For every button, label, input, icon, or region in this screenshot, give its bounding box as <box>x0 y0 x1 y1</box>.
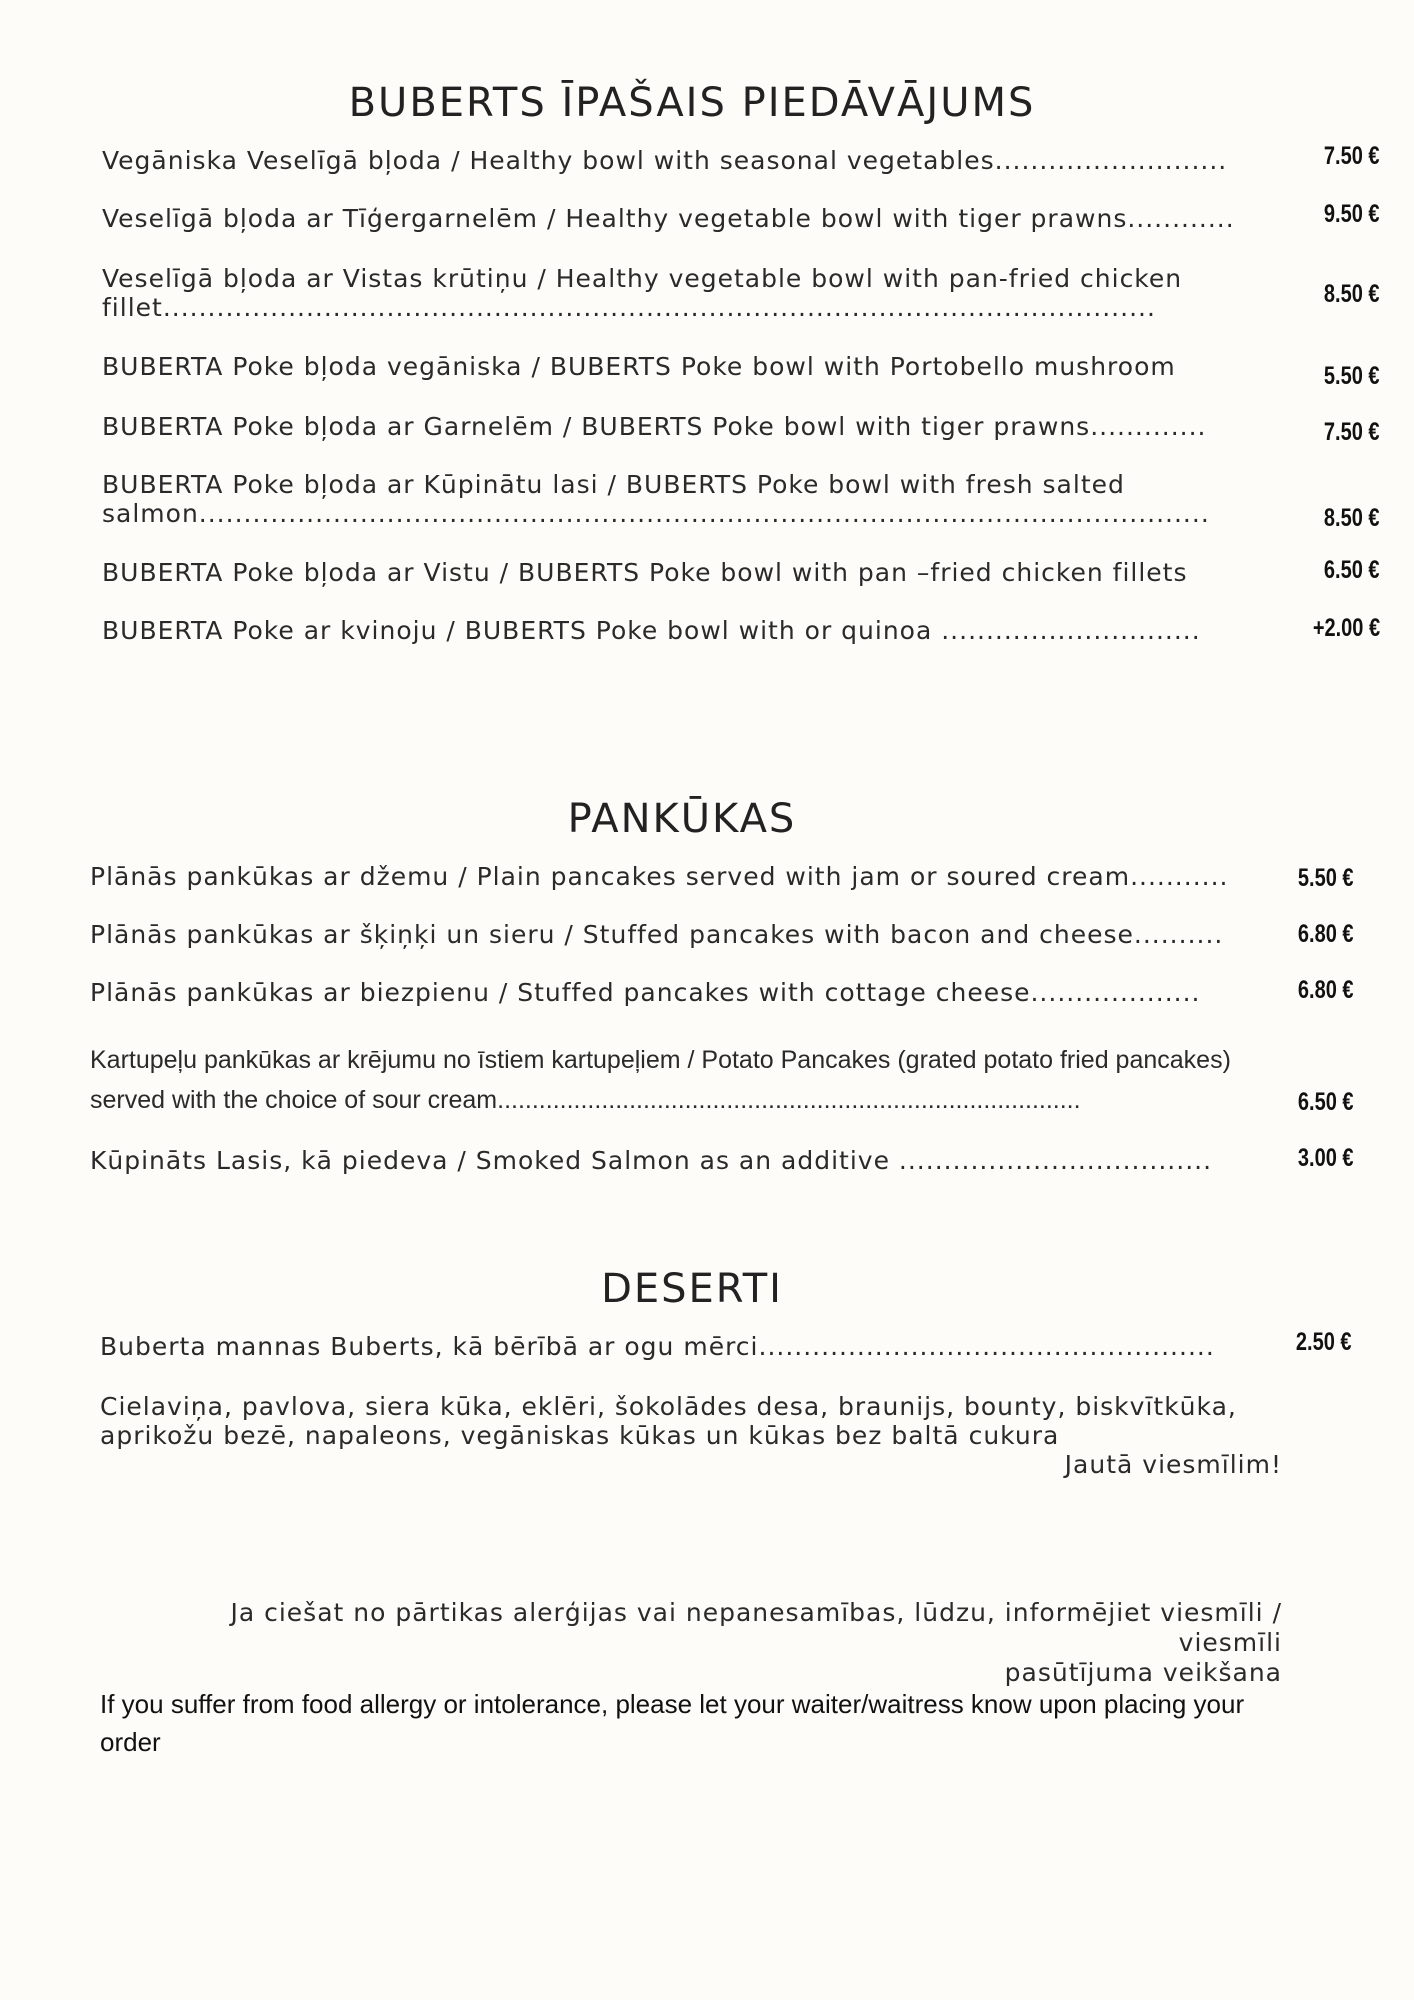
item-description: Plānās pankūkas ar biezpienu / Stuffed pancakes with cottage cheese................... <box>90 978 1201 1007</box>
menu-item-healthy-bowl-chicken <box>102 262 1380 326</box>
ask-waiter-note: Jautā viesmīlim! <box>1064 1450 1282 1479</box>
menu-item-healthy-bowl-prawns <box>102 200 1380 240</box>
item-description: BUBERTA Poke bļoda ar Garnelēm / BUBERTS Poke bowl with tiger prawns............. <box>102 412 1207 441</box>
item-price: 2.50 € <box>1296 1328 1352 1356</box>
item-price: 7.50 € <box>1324 418 1380 446</box>
menu-item-poke-quinoa <box>102 614 1380 654</box>
item-description: BUBERTA Poke bļoda ar Kūpinātu lasi / BUBERTS Poke bowl with fresh salted salmon................................................................................................................. <box>102 470 1210 528</box>
item-price: 8.50 € <box>1324 280 1380 308</box>
section-title-special: BUBERTS ĪPAŠAIS PIEDĀVĀJUMS <box>348 80 1036 126</box>
menu-item-poke-prawns <box>102 412 1380 452</box>
item-price: 6.50 € <box>1324 556 1380 584</box>
menu-item-plain-pancakes <box>90 862 1354 902</box>
item-description: Veselīgā bļoda ar Tīģergarnelēm / Healthy vegetable bowl with tiger prawns............ <box>102 204 1235 233</box>
item-description: Kūpināts Lasis, kā piedeva / Smoked Salmon as an additive ................................... <box>90 1146 1213 1175</box>
menu-item-poke-chicken <box>102 556 1380 596</box>
item-price: 5.50 € <box>1324 362 1380 390</box>
item-price: +2.00 € <box>1312 614 1380 642</box>
item-description: BUBERTA Poke bļoda ar Vistu / BUBERTS Poke bowl with pan –fried chicken fillets <box>102 558 1188 587</box>
menu-item-smoked-salmon <box>90 1144 1354 1184</box>
allergy-note-latvian-line3: pasūtījuma veikšana <box>1004 1658 1282 1687</box>
menu-item-pancakes-bacon-cheese <box>90 920 1354 960</box>
item-description: Plānās pankūkas ar šķiņķi un sieru / Stuffed pancakes with bacon and cheese.......... <box>90 920 1224 949</box>
item-price: 7.50 € <box>1324 142 1380 170</box>
menu-item-poke-salmon <box>102 470 1380 534</box>
item-price: 9.50 € <box>1324 200 1380 228</box>
menu-item-vegan-healthy-bowl <box>102 142 1380 182</box>
section-title-desserts: DESERTI <box>601 1266 783 1312</box>
item-price: 5.50 € <box>1298 864 1354 892</box>
item-description: Kartupeļu pankūkas ar krējumu no īstiem kartupeļiem / Potato Pancakes (grated potato fried pancakes) served with the choice of sour cream.................................................................................... <box>90 1046 1231 1114</box>
allergy-note-latvian-line2: viesmīli <box>1178 1628 1282 1657</box>
item-description: Veselīgā bļoda ar Vistas krūtiņu / Healthy vegetable bowl with pan-fried chicken fillet............................................................................................................... <box>102 264 1183 322</box>
menu-item-pancakes-cottage-cheese <box>90 978 1354 1018</box>
allergy-note-latvian-line1: Ja ciešat no pārtikas alerģijas vai nepanesamības, lūdzu, informējiet viesmīli / <box>230 1598 1282 1627</box>
item-description: BUBERTA Poke ar kvinoju / BUBERTS Poke bowl with or quinoa ............................. <box>102 616 1201 645</box>
item-price: 3.00 € <box>1298 1144 1354 1172</box>
item-description: Vegāniska Veselīgā bļoda / Healthy bowl with seasonal vegetables.......................... <box>102 146 1228 175</box>
item-price: 8.50 € <box>1324 504 1380 532</box>
menu-item-semolina <box>100 1328 1352 1368</box>
item-price: 6.80 € <box>1298 976 1354 1004</box>
item-description: Buberta mannas Buberts, kā bērībā ar ogu mērci................................................... <box>100 1332 1215 1361</box>
dessert-list: Cielaviņa, pavlova, siera kūka, eklēri, šokolādes desa, braunijs, bounty, biskvītkūka, aprikožu bezē, napaleons, vegāniskas kūkas un kūkas bez baltā cukura <box>100 1392 1237 1450</box>
allergy-note-english: If you suffer from food allergy or intolerance, please let your waiter/waitress know upon placing your order <box>100 1689 1245 1757</box>
item-price: 6.80 € <box>1298 920 1354 948</box>
menu-item-poke-vegan <box>102 350 1380 390</box>
item-description: BUBERTA Poke bļoda vegāniska / BUBERTS Poke bowl with Portobello mushroom <box>102 352 1176 381</box>
item-description: Plānās pankūkas ar džemu / Plain pancakes served with jam or soured cream........... <box>90 862 1229 891</box>
menu-item-potato-pancakes <box>90 1040 1354 1122</box>
item-price: 6.50 € <box>1298 1088 1354 1116</box>
section-title-pancakes: PANKŪKAS <box>567 796 797 842</box>
